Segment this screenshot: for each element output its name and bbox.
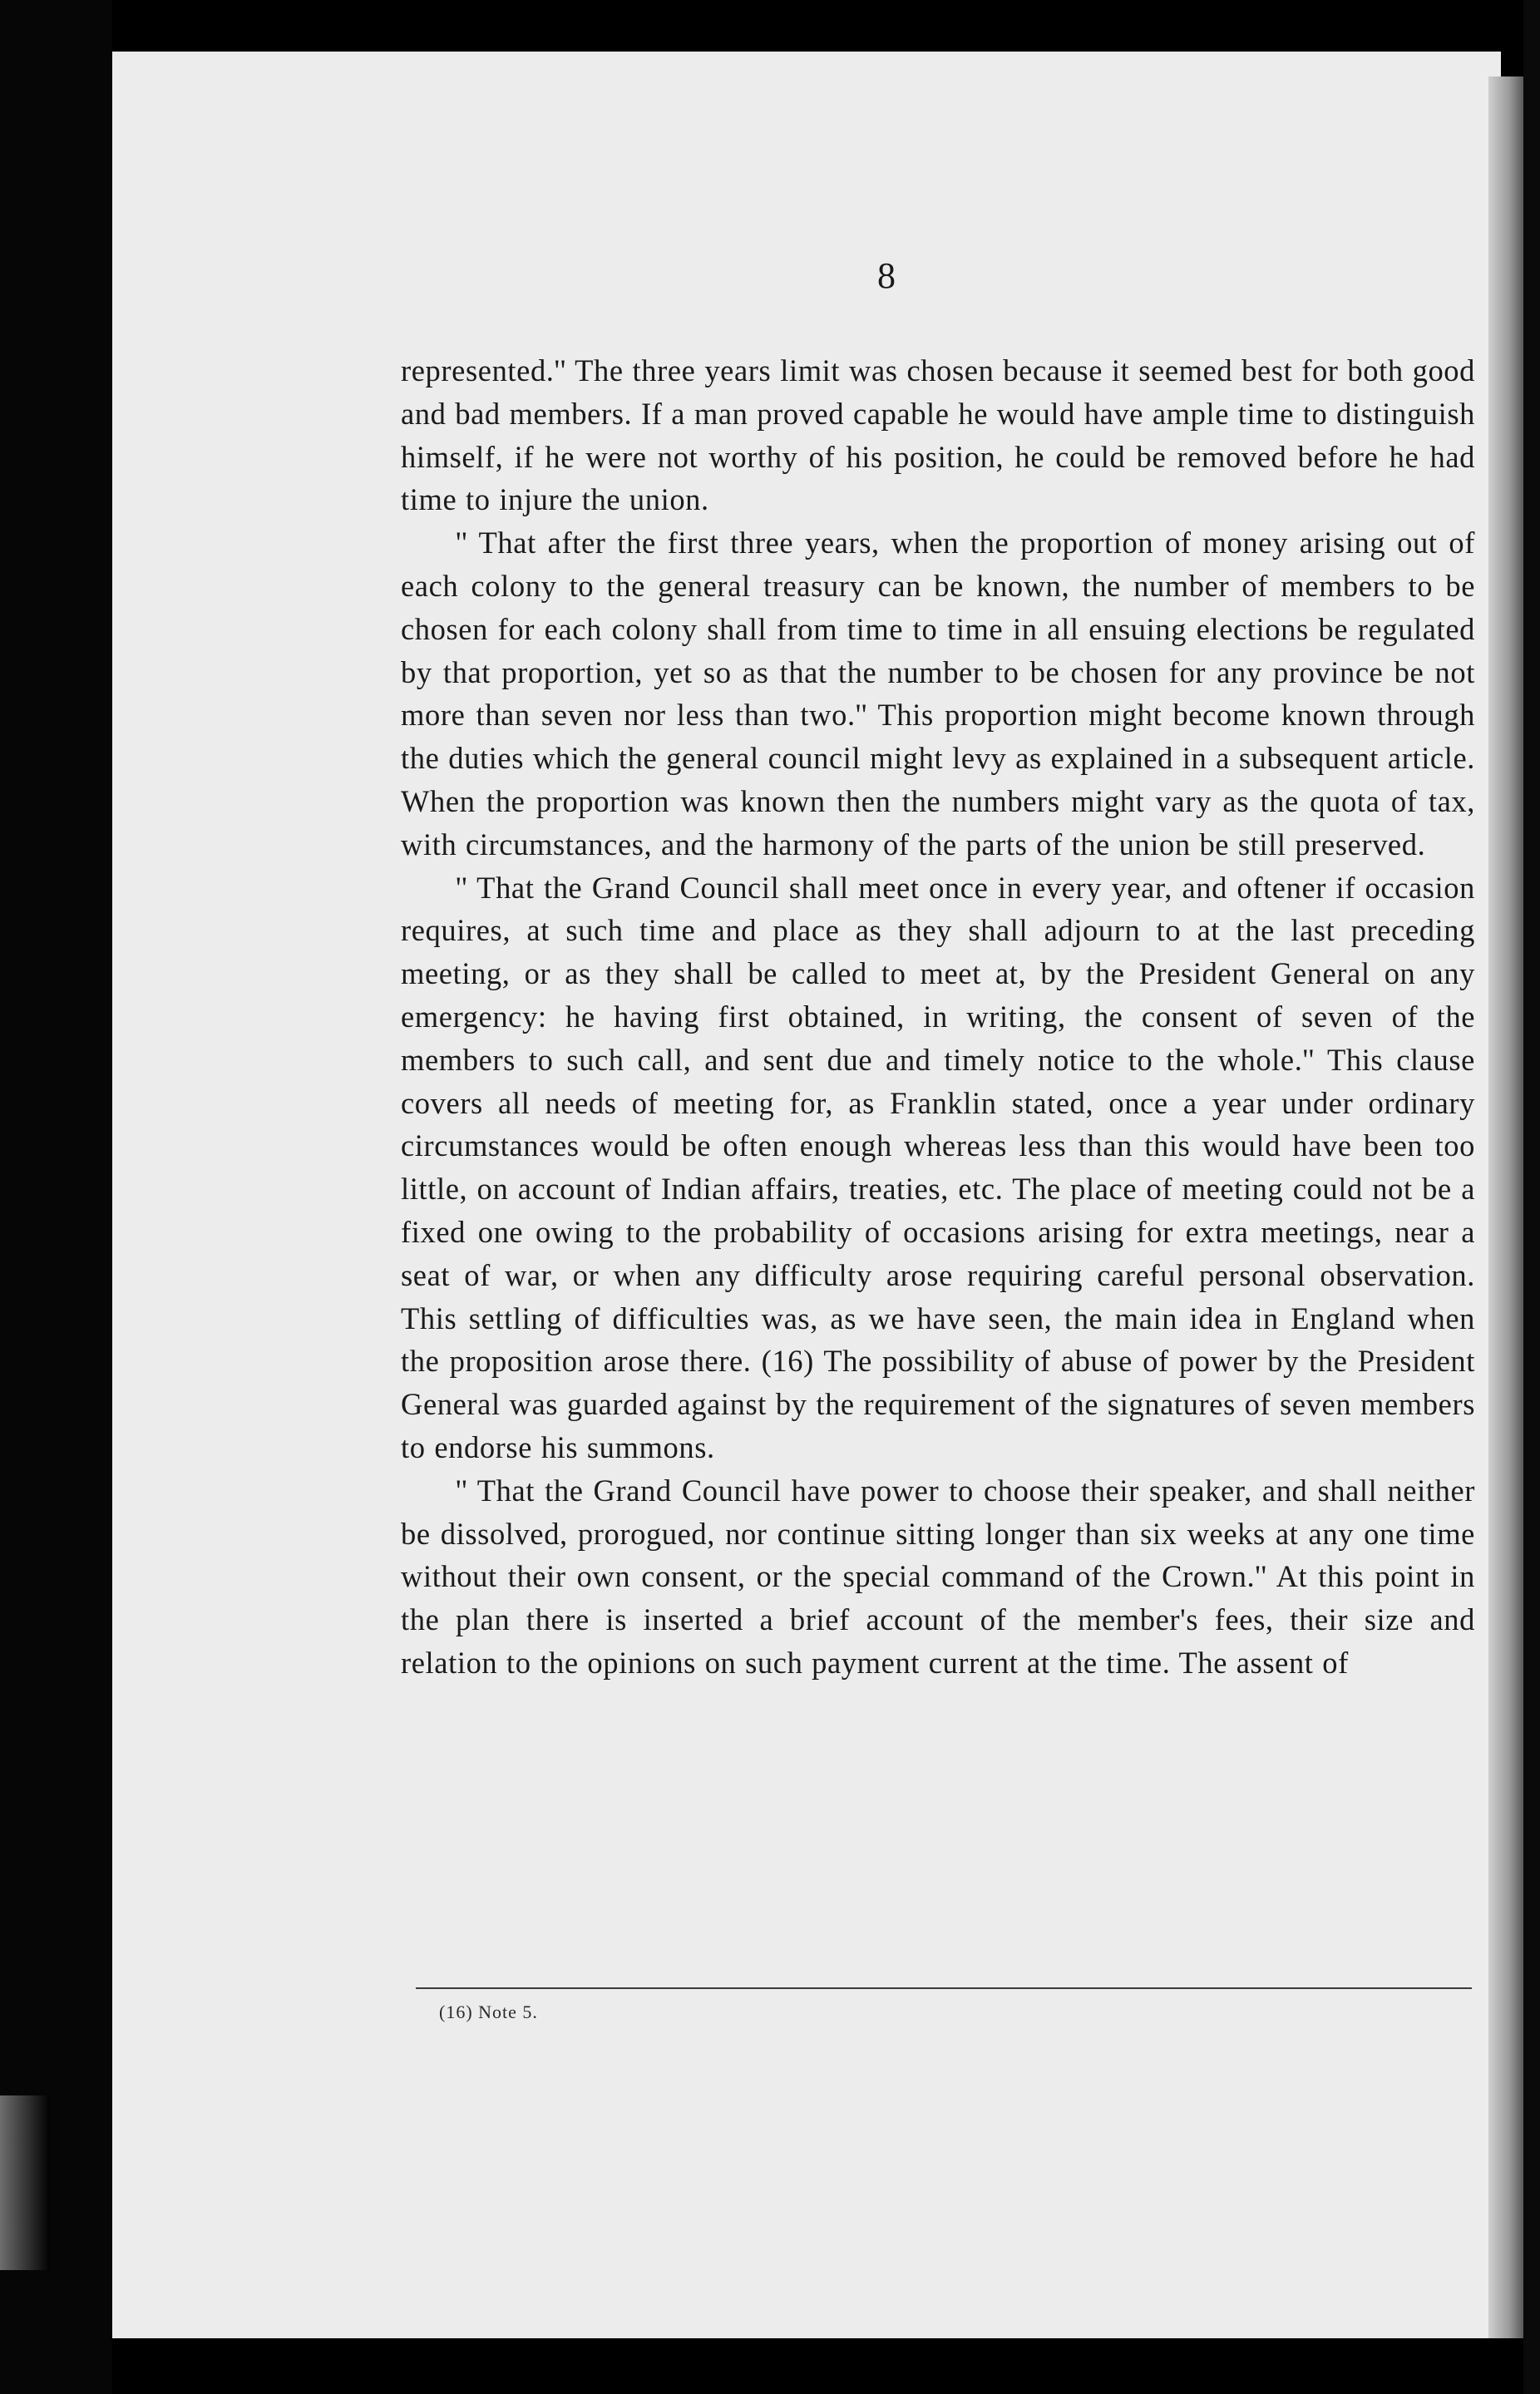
paragraph-3: '' That the Grand Council shall meet once in every year, and oftener if occasion requires, at such time and place as they shall adjourn to at the last preceding meeting, or as they shall be called to meet at, by the President General on any emergency: he having first obtained, in writing, the consent of seven of the members to such call, and sent due and timely notice to the whole.'' This clause covers all needs of meeting for, as Franklin stated, once a year under ordinary circumstances would be often enough whereas less than this would have been too little, on account of Indian affairs, treaties, etc. The place of meeting could not be a fixed one owing to the probability of occasions arising for extra meetings, near a seat of war, or when any difficulty arose requiring careful personal observation. This settling of difficulties was, as we have seen, the main idea in England when the proposition arose there. (16) The possibility of abuse of power by the President General was guarded against by the requirement of the signatures of seven members to endorse his summons. bbox=[401, 870, 1475, 1464]
body-text bbox=[401, 349, 1475, 1685]
footnote: (16) Note 5. bbox=[439, 2002, 538, 2022]
paragraph-1: represented.'' The three years limit was chosen because it seemed best for both good and bad members. If a man proved capable he would have ample time to distinguish himself, if he were not worthy of his position, he could be removed before he had time to injure the union. bbox=[401, 353, 1475, 517]
scan-background-left bbox=[0, 0, 112, 2394]
scan-background-right bbox=[1523, 0, 1540, 2394]
page-number: 8 bbox=[877, 255, 896, 296]
paragraph-4: '' That the Grand Council have power to choose their speaker, and shall neither be dissolved, prorogued, nor continue sitting longer than six weeks at any one time without their own consent, or the special command of the Crown.'' At this point in the plan there is inserted a brief account of the member's fees, their size and relation to the opinions on such payment current at the time. The assent of bbox=[401, 1473, 1475, 1680]
page-edge-shadow bbox=[1488, 77, 1523, 2338]
scan-artifact bbox=[0, 2095, 50, 2270]
paragraph-2: '' That after the first three years, when the proportion of money arising out of each colony to the general treasury can be known, the number of members to be chosen for each colony shall from time to time in all ensuing elections be regulated by that proportion, yet so as that the number to be chosen for any province be not more than seven nor less than two.'' This proportion might become known through the duties which the general council might levy as explained in a subsequent article. When the proportion was known then the numbers might vary as the quota of tax, with circumstances, and the harmony of the parts of the union be still preserved. bbox=[401, 526, 1475, 861]
footnote-divider bbox=[416, 1987, 1472, 1989]
